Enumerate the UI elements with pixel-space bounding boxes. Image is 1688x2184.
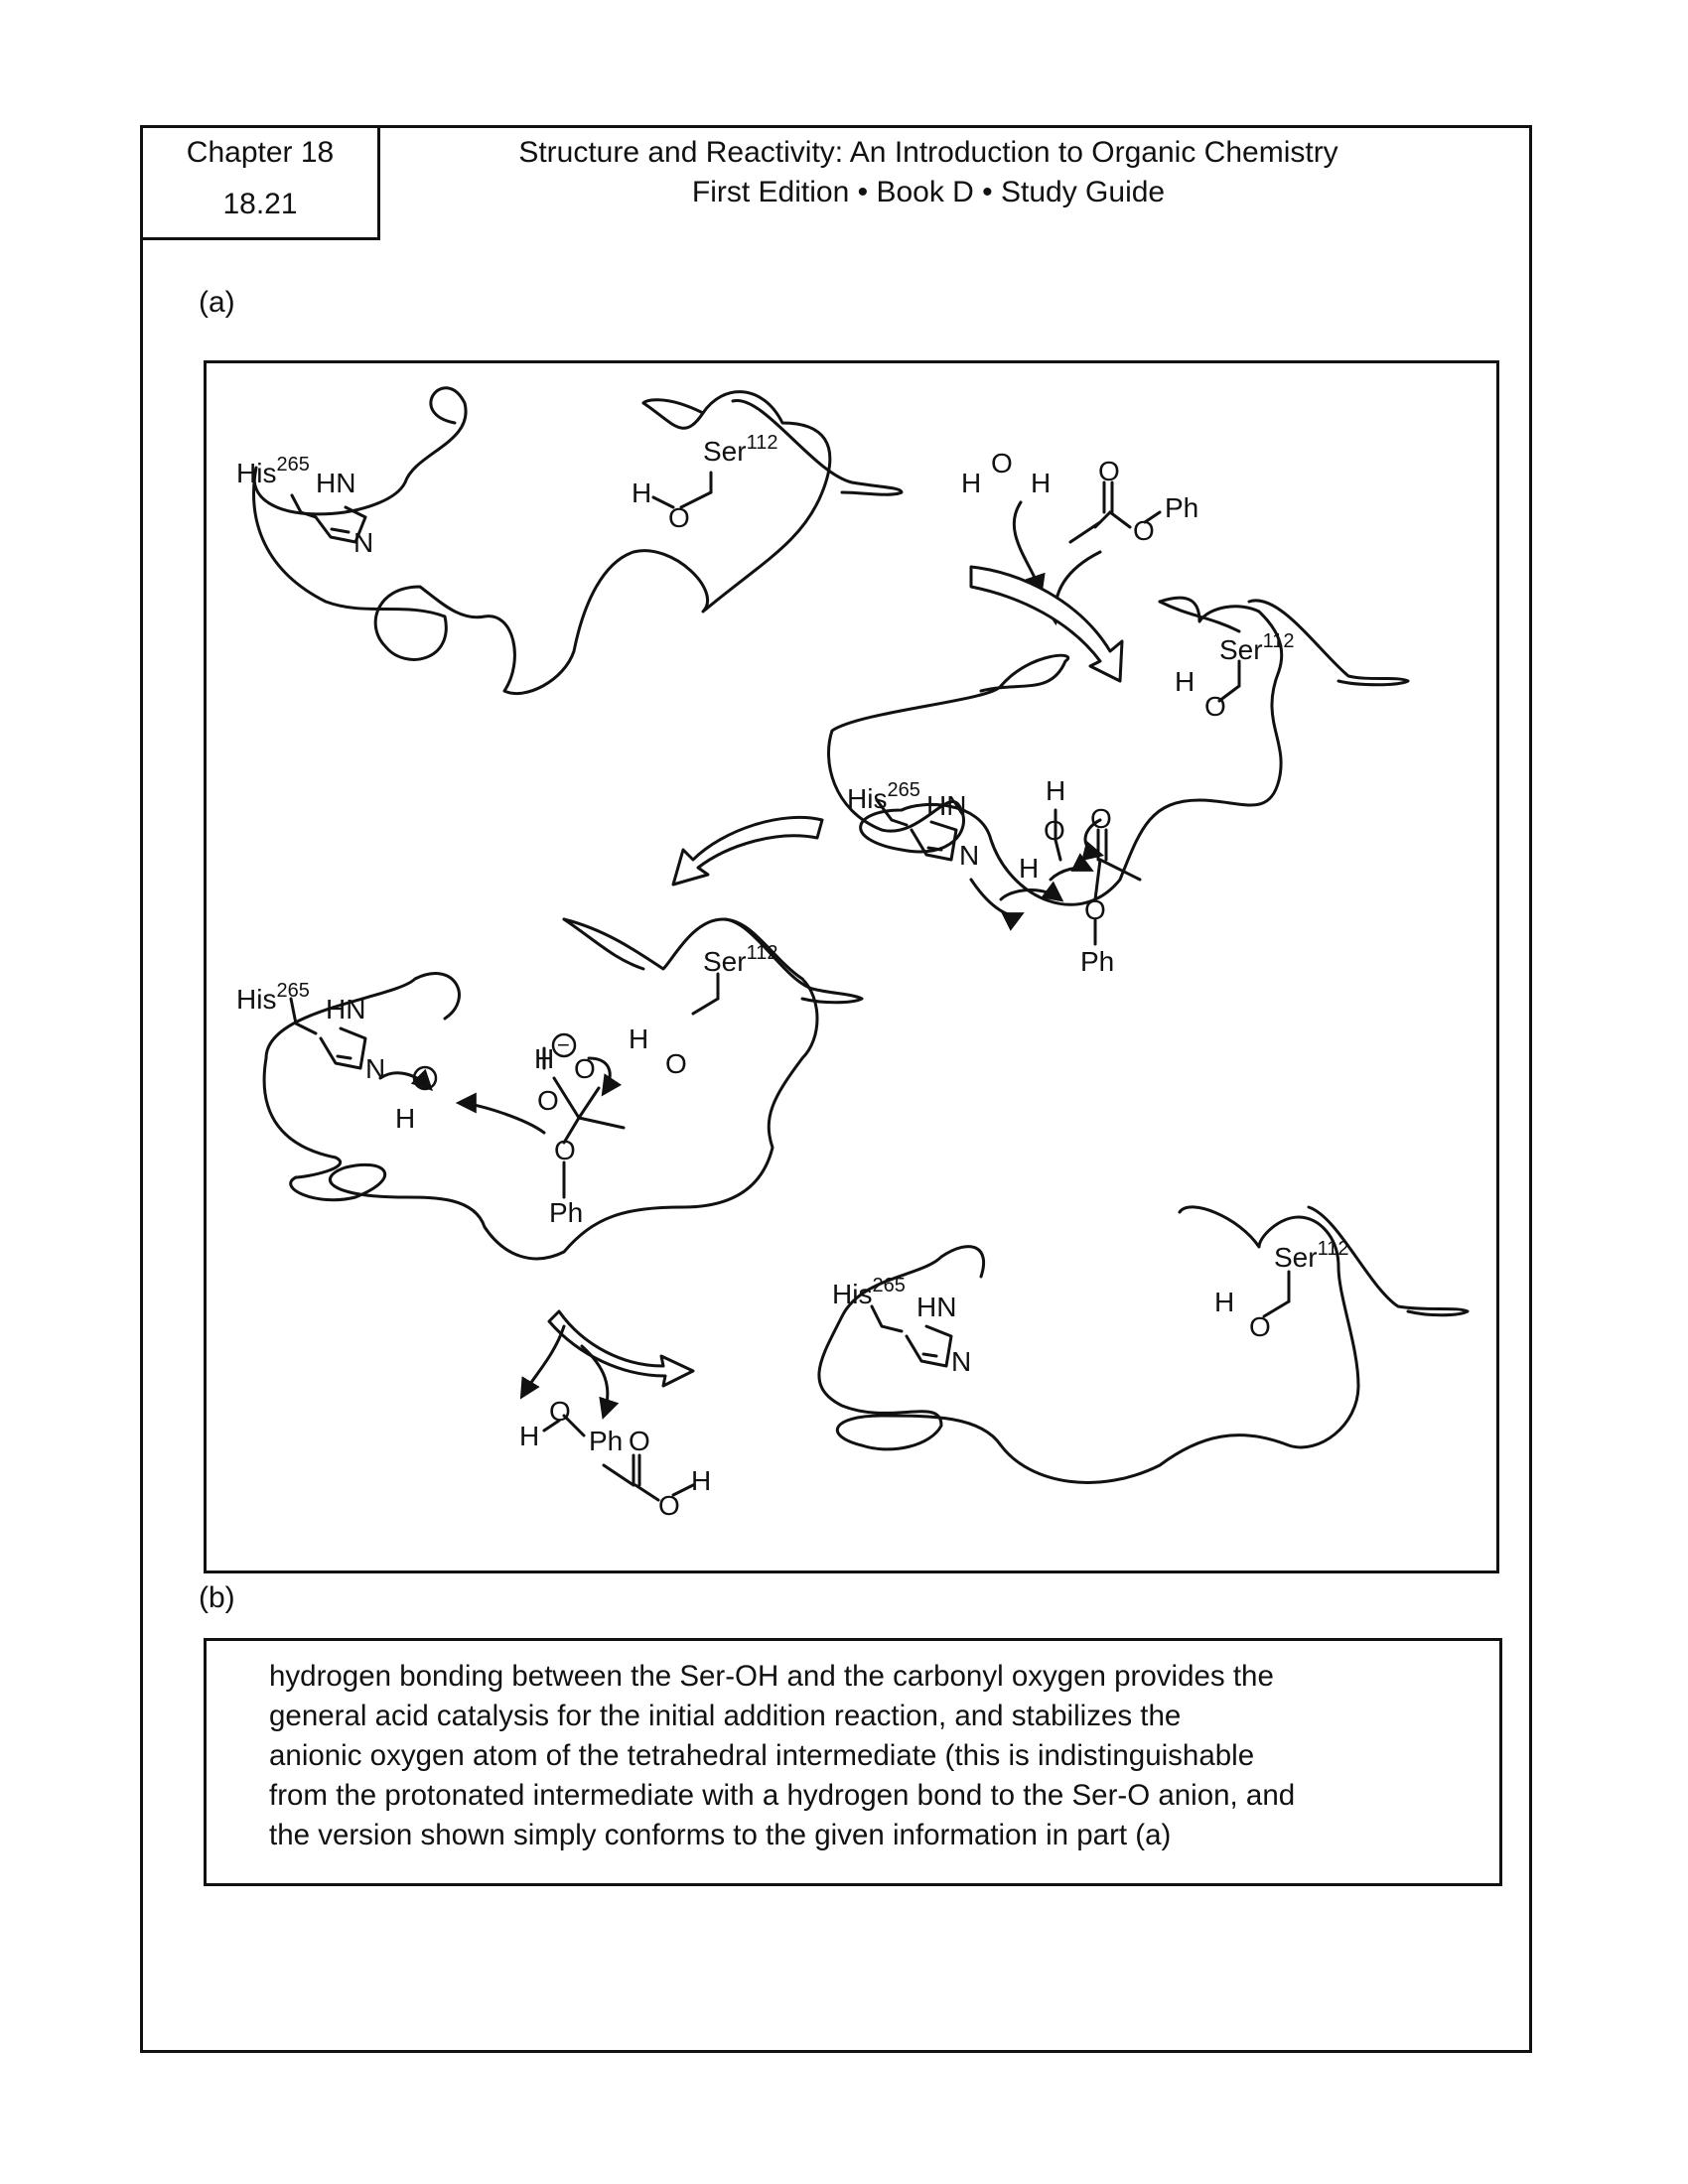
phenol-o: O: [549, 1396, 571, 1427]
imidazole-ring: [321, 1028, 365, 1068]
answer-text: [269, 1657, 1441, 1855]
ser-label-3: Ser$^{112}$: [703, 942, 778, 977]
ser-o-label-3: O: [665, 1048, 687, 1079]
ser-h-label-3: H: [629, 1024, 649, 1054]
hn-label: HN: [316, 468, 356, 498]
enzyme-panel-1: [254, 388, 1160, 694]
answer-line: the version shown simply conforms to the given information in part (a): [269, 1819, 1172, 1851]
carbonyl-o-2: O: [1090, 803, 1112, 834]
phenol-ph: Ph: [589, 1426, 624, 1456]
n-label-2: N: [959, 840, 980, 871]
ser-label-4: Ser$^{112}$: [1274, 1238, 1349, 1273]
acid-carbonyl-o: O: [629, 1426, 650, 1456]
his-label: His$^{265}$: [236, 454, 310, 488]
ester-o: O: [1133, 515, 1155, 546]
phenol-h: H: [519, 1421, 540, 1451]
o-label: O: [668, 502, 690, 533]
acid-h: H: [691, 1465, 712, 1496]
ester-o-2: O: [1084, 894, 1106, 925]
ser-label: Ser$^{112}$: [703, 432, 778, 467]
imidazole-ring: [907, 1326, 951, 1366]
minus-sign: −: [557, 1032, 570, 1057]
protein-backbone: [254, 388, 830, 694]
book-title: Structure and Reactivity: An Introduction to Organic Chemistry: [518, 136, 1338, 169]
part-a-label: (a): [199, 286, 235, 319]
step-arrow-3: [549, 1311, 693, 1386]
nh-h-label: H: [395, 1103, 416, 1134]
water-h-2: H: [1019, 853, 1040, 884]
oh-o-label: O: [537, 1085, 559, 1116]
ph-label-3: Ph: [549, 1197, 584, 1228]
book-subtitle: First Edition • Book D • Study Guide: [691, 176, 1166, 208]
step-arrow-2: [673, 817, 822, 885]
his-chain: [872, 1306, 902, 1331]
ser-h-label: H: [1175, 666, 1196, 697]
hn-label-4: HN: [916, 1292, 957, 1322]
ser-o-label: O: [1204, 691, 1226, 722]
chapter-box: [140, 125, 380, 240]
answer-box: [204, 1638, 1502, 1886]
h-label: H: [632, 478, 652, 508]
n-label-3: N: [365, 1053, 386, 1084]
water-o-label: O: [991, 448, 1013, 478]
book-header: [417, 133, 1440, 212]
acid-o: O: [658, 1490, 680, 1521]
part-b-label: (b): [199, 1581, 235, 1614]
hn-label-3: HN: [326, 994, 366, 1024]
ser-o-label-4: O: [1249, 1311, 1271, 1342]
oh-h-label: H: [534, 1043, 555, 1074]
his-label-2: His$^{265}$: [847, 779, 920, 814]
his-label-3: His$^{265}$: [236, 980, 310, 1015]
problem-number: 18.21: [222, 188, 298, 220]
mechanism-figure: [204, 360, 1499, 1573]
water-h2-label: H: [1031, 468, 1052, 498]
ph-label-2: Ph: [1080, 946, 1115, 977]
ether-o-label: O: [554, 1135, 576, 1165]
imidazole-ring: [912, 822, 956, 860]
ester-carbonyl-o: O: [1098, 456, 1120, 486]
n-label: N: [353, 527, 374, 558]
enzyme-panel-4: [819, 1207, 1468, 1483]
water-h-top: H: [1046, 775, 1066, 806]
hn-label-2: HN: [926, 790, 967, 821]
water-o-2: O: [1044, 815, 1065, 846]
step-arrow-1: [971, 567, 1122, 681]
answer-line: hydrogen bonding between the Ser-OH and the carbonyl oxygen provides the: [269, 1660, 1274, 1693]
answer-line: general acid catalysis for the initial addition reaction, and stabilizes the: [269, 1700, 1182, 1732]
ser-h-label-4: H: [1214, 1287, 1235, 1317]
water-h-label: H: [961, 468, 982, 498]
ester-ph: Ph: [1165, 492, 1199, 523]
chapter-label: Chapter 18: [186, 136, 335, 169]
ser-label-2: Ser$^{112}$: [1219, 630, 1295, 665]
oxyanion-label: O: [574, 1053, 596, 1084]
answer-line: from the protonated intermediate with a hydrogen bond to the Ser-O anion, and: [269, 1779, 1296, 1812]
protein-backbone: [829, 598, 1282, 904]
answer-line: anionic oxygen atom of the tetrahedral intermediate (this is indistinguishable: [269, 1739, 1255, 1772]
n-label-4: N: [951, 1346, 972, 1377]
plus-sign: +: [418, 1069, 430, 1091]
mechanism-diagram: [207, 363, 1497, 1570]
his-label-4: His$^{265}$: [832, 1275, 906, 1309]
